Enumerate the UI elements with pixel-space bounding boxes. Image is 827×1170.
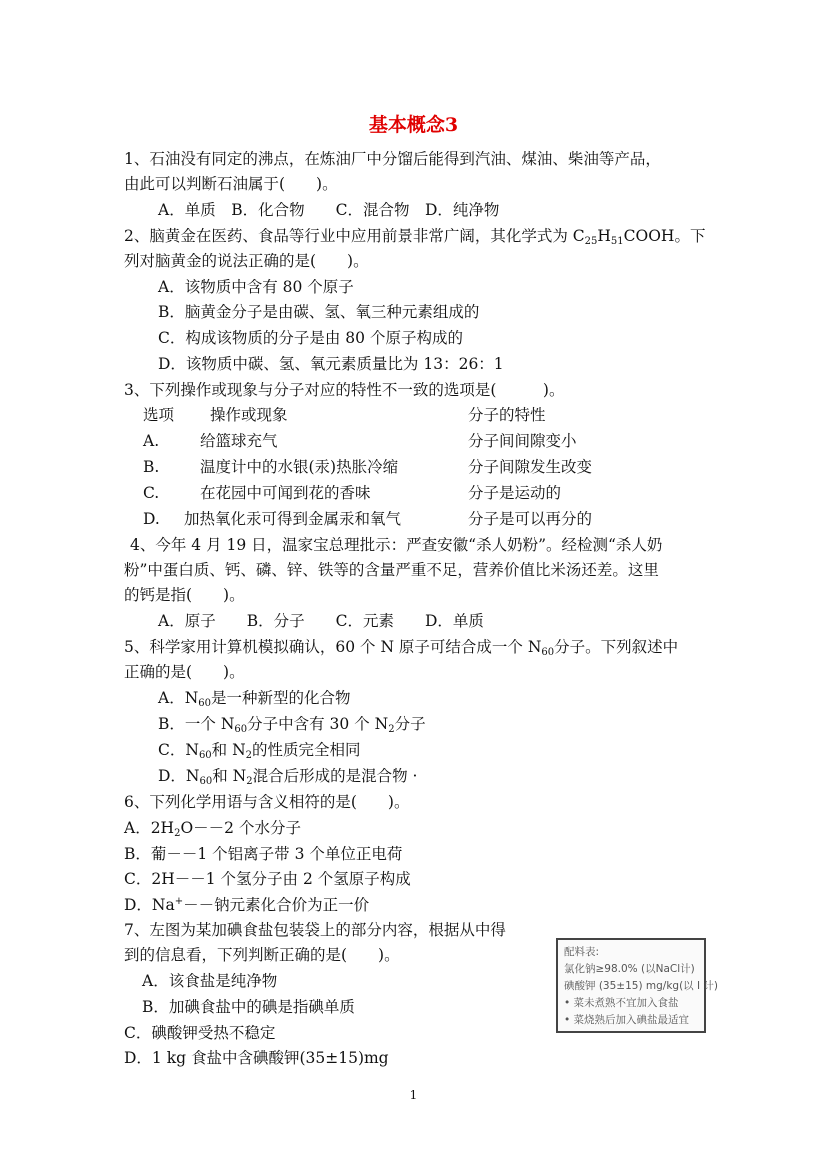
q3-row-a-option: A. (143, 432, 160, 450)
page-title: 基本概念3 (368, 114, 459, 136)
q7-option-a: A．该食盐是纯净物 (142, 972, 278, 990)
q3-row-b-option: B. (143, 458, 160, 476)
label-potassium-iodate: 碘酸钾 (35±15) mg/kg(以 I 计) (564, 980, 719, 992)
q5-option-b: B．一个 $N_{60}$分子中含有 30 个 $N_2$分子 (158, 715, 426, 735)
q6-option-a: A．$2H_2O--2$ 个水分子 (124, 819, 301, 839)
page-number: 1 (409, 1088, 418, 1102)
q1-line-1: 1、石油没有同定的沸点，在炼油厂中分馏后能得到汽油、煤油、柴油等产品， (124, 150, 661, 168)
q2-line-2: 列对脑黄金的说法正确的是( )。 (124, 252, 369, 270)
q7-option-b: B．加碘食盐中的碘是指碘单质 (142, 998, 355, 1016)
q3-row-c-option: C. (143, 484, 160, 502)
salt-package-label (556, 938, 719, 1033)
q7-option-d: D．1 kg 食盐中含碘酸钾(35±15)mg (124, 1049, 389, 1067)
label-tip-2: • 菜烧熟后加入碘盐最适宜 (564, 1014, 690, 1026)
label-tip-1: • 菜未煮熟不宜加入食盐 (564, 997, 679, 1009)
q7-option-c: C．碘酸钾受热不稳定 (124, 1024, 276, 1042)
q2-option-a: A．该物质中含有 80 个原子 (158, 278, 354, 296)
q3-row-d-property: 分子是可以再分的 (468, 510, 593, 528)
q6-option-c: C．2H－－1 个氢分子由 2 个氢原子构成 (124, 870, 411, 888)
q3-line-1: 3、下列操作或现象与分子对应的特性不一致的选项是( )。 (124, 381, 565, 399)
q7-line-2: 到的信息看，下列判断正确的是( )。 (124, 946, 400, 964)
q3-row-b-property: 分子间隙发生改变 (468, 458, 593, 476)
q4-line-1: 4、今年 4 月 19 日，温家宝总理批示：严查安徽“杀人奶粉”。经检测“杀人奶 (130, 536, 663, 554)
q6-line-1: 6、下列化学用语与含义相符的是( )。 (124, 793, 410, 811)
q4-line-3: 的钙是指( )。 (124, 586, 245, 604)
label-sodium-chloride: 氯化钠≥98.0% (以NaCl计) (564, 963, 695, 975)
q3-row-c-operation: 在花园中可闻到花的香味 (200, 484, 371, 502)
q5-option-c: C．$N_{60}$和 $N_2$的性质完全相同 (158, 741, 361, 761)
q3-row-d-operation: 加热氧化汞可得到金属汞和氧气 (184, 510, 402, 528)
q3-header-option: 选项 (143, 406, 175, 424)
q7-line-1: 7、左图为某加碘食盐包装袋上的部分内容，根据从中得 (124, 921, 506, 939)
q3-row-d-option: D. (143, 510, 160, 528)
q1-options: A．单质 B．化合物 C．混合物 D．纯净物 (158, 201, 500, 219)
q2-option-d: D．该物质中碳、氢、氧元素质量比为 13：26：1 (158, 355, 504, 373)
q3-header-operation: 操作或现象 (210, 406, 288, 424)
q6-option-d: D．Na+－－钠元素化合价为正一价 (124, 896, 370, 914)
q5-option-a: A．$N_{60}$是一种新型的化合物 (158, 689, 351, 709)
q1-line-2: 由此可以判断石油属于( )。 (124, 175, 338, 193)
q5-line-1: 5、科学家用计算机模拟确认，60 个 N 原子可结合成一个 $N_{60}$分子。下列叙述中 (124, 638, 679, 658)
q2-option-b: B．脑黄金分子是由碳、氢、氧三种元素组成的 (158, 303, 480, 321)
label-heading: 配料表: (564, 946, 600, 958)
q6-option-b: B．葡－－1 个铝离子带 3 个单位正电荷 (124, 845, 403, 863)
q2-line-1: 2、脑黄金在医药、食品等行业中应用前景非常广阔，其化学式为 $C_{25}H_{51}COOH$。下 (124, 227, 706, 247)
q4-options: A．原子 B．分子 C．元素 D．单质 (158, 612, 484, 630)
q5-option-d: D．$N_{60}$和 $N_2$混合后形成的是混合物 · (158, 767, 418, 787)
q5-line-2: 正确的是( )。 (124, 663, 245, 681)
q3-header-property: 分子的特性 (468, 406, 546, 424)
q3-row-b-operation: 温度计中的水银(汞)热胀冷缩 (200, 458, 399, 476)
q2-option-c: C．构成该物质的分子是由 80 个原子构成的 (158, 329, 463, 347)
q3-row-a-operation: 给篮球充气 (200, 432, 278, 450)
q3-row-a-property: 分子间间隙变小 (468, 432, 577, 450)
q3-row-c-property: 分子是运动的 (468, 484, 562, 502)
q4-line-2: 粉”中蛋白质、钙、磷、锌、铁等的含量严重不足，营养价值比米汤还差。这里 (124, 561, 659, 579)
